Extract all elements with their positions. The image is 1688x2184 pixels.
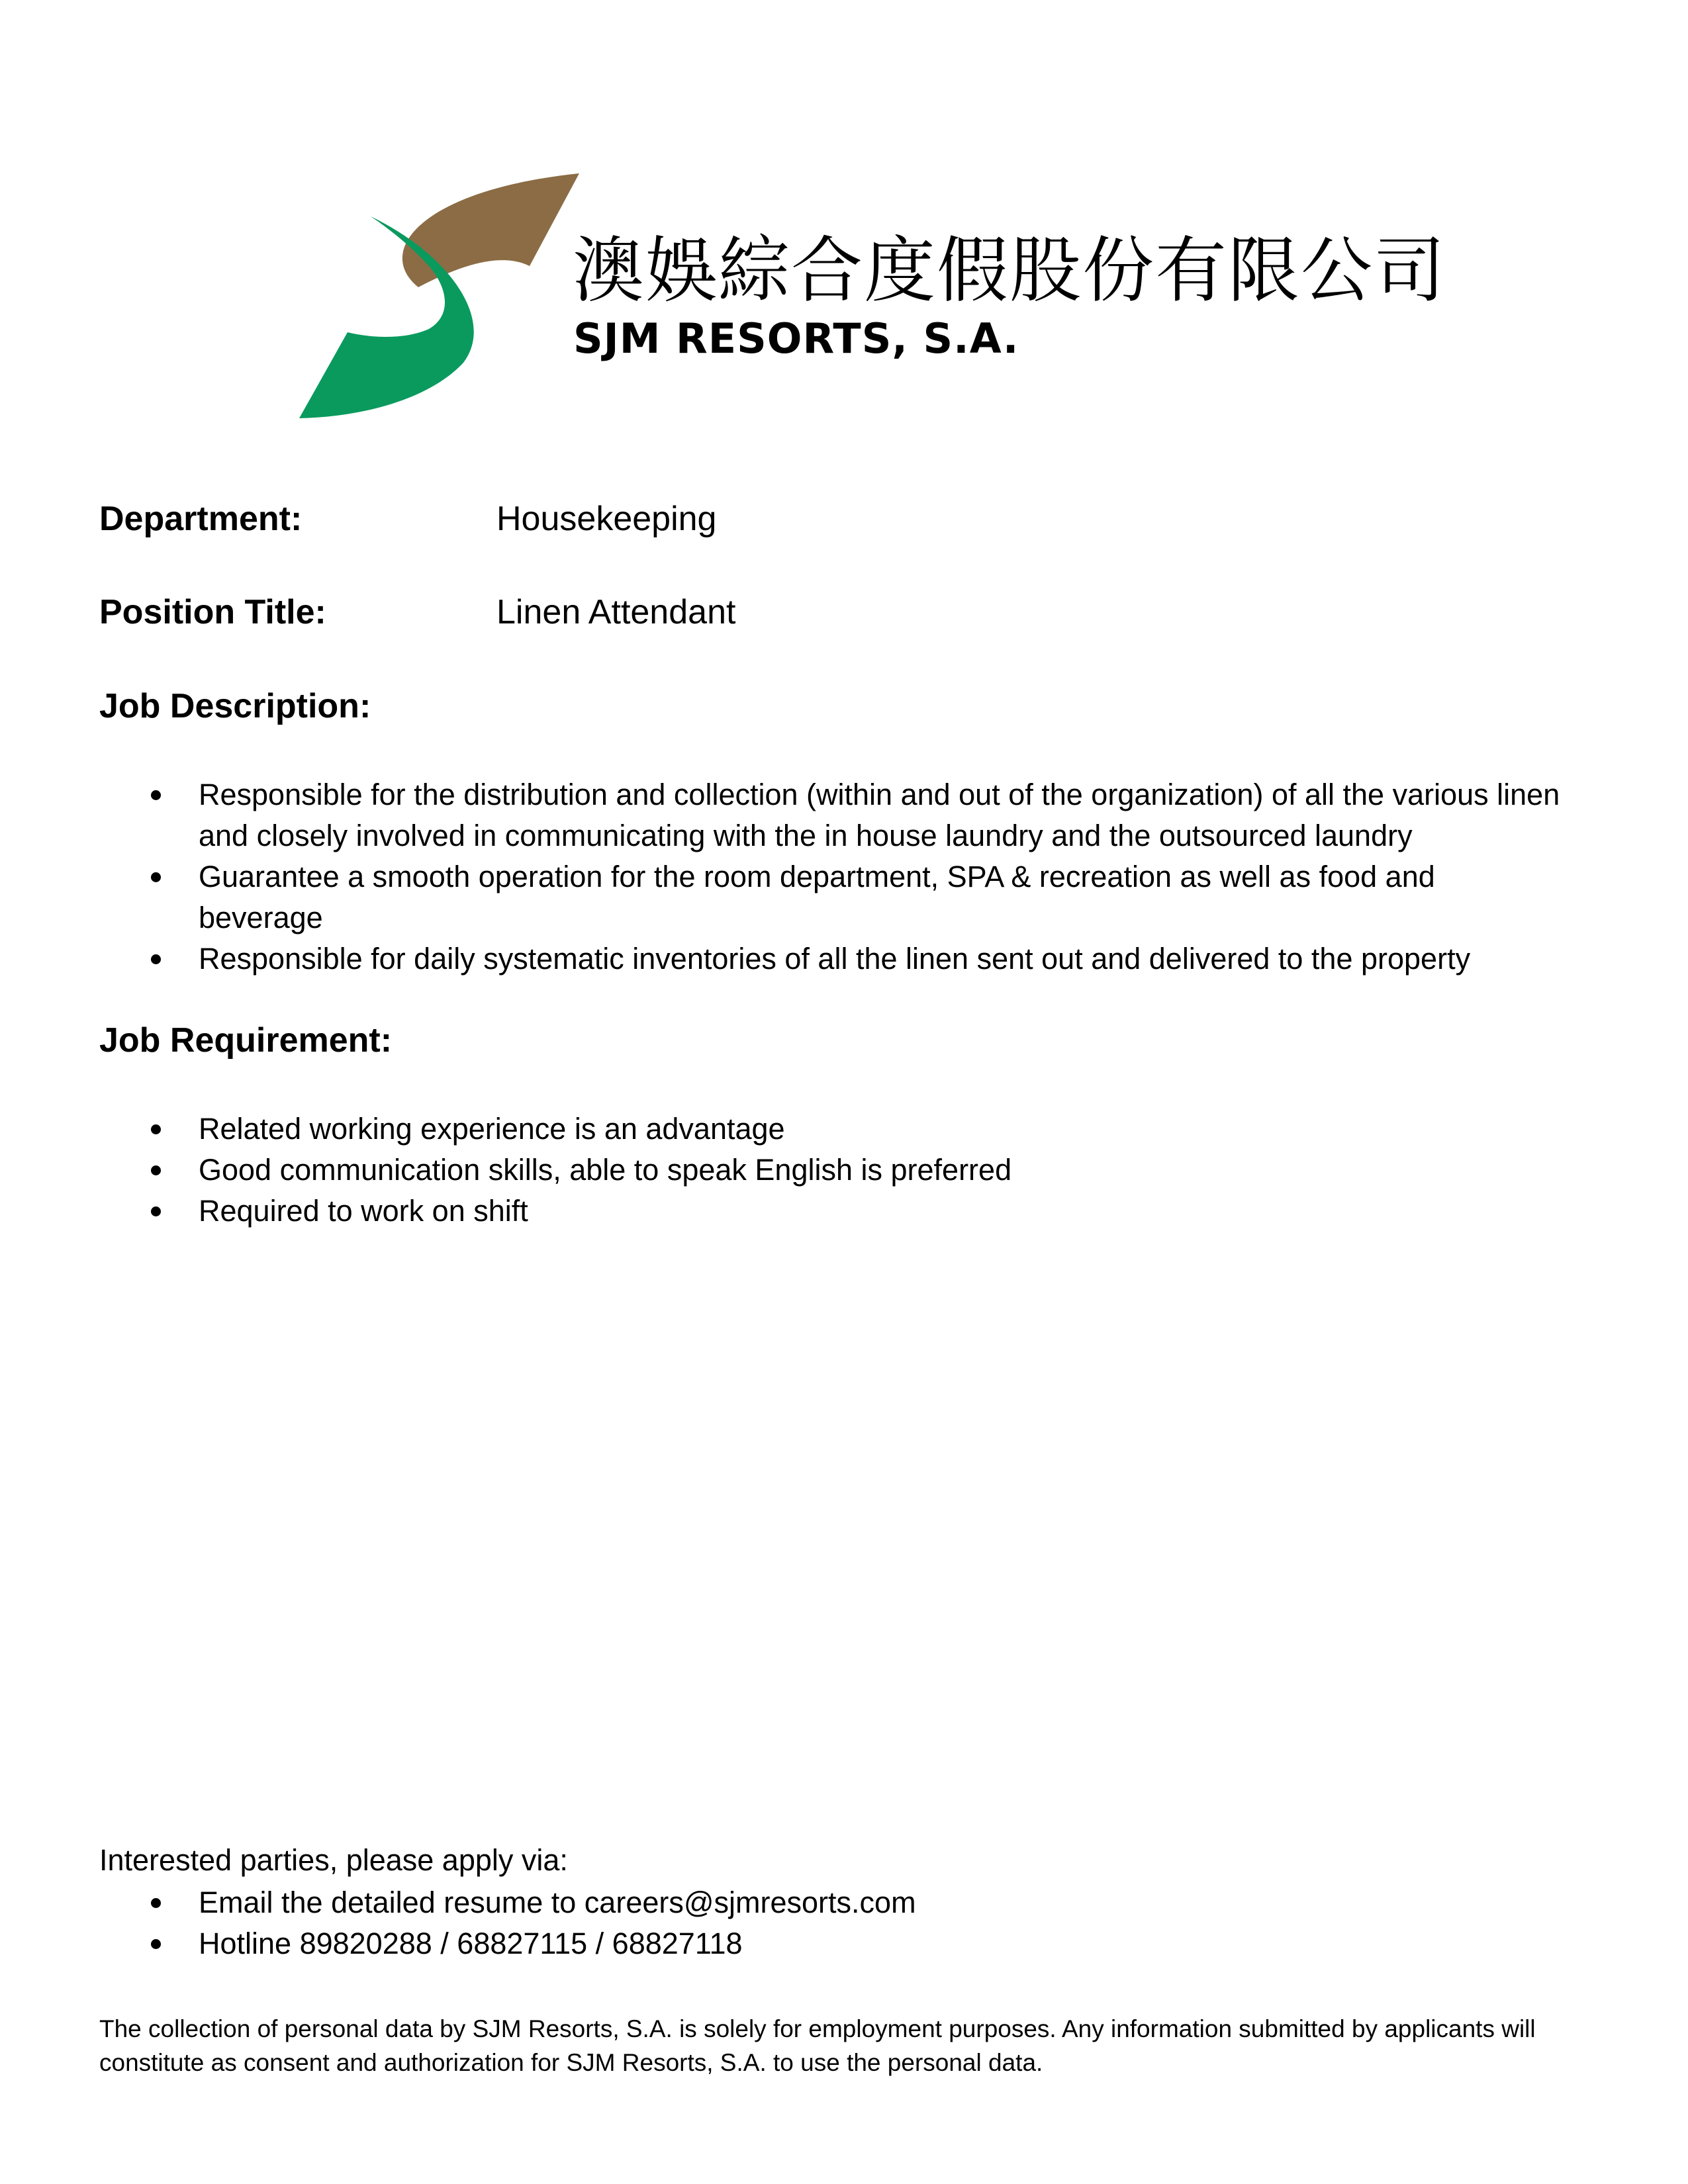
job-description-heading: Job Description:: [99, 687, 371, 725]
list-item: [99, 856, 1562, 938]
list-item: [99, 1882, 1562, 1923]
privacy-disclaimer: The collection of personal data by SJM Resorts, S.A. is solely for employment purposes. Any information submitted by applicants will constitute as consent and authorization for SJM Resorts, S.A. to use the personal data.: [99, 2015, 1536, 2076]
job-description-list: [99, 774, 1562, 979]
list-item-text: Required to work on shift: [199, 1194, 528, 1228]
apply-hotline-text: Hotline 89820288 / 68827115 / 68827118: [199, 1927, 743, 1960]
list-item-text: Good communication skills, able to speak English is preferred: [199, 1153, 1012, 1187]
position-title-value: Linen Attendant: [496, 593, 736, 631]
company-name-english: SJM RESORTS, S.A.: [573, 314, 1019, 363]
bullet-icon: [151, 1898, 161, 1908]
bullet-icon: [151, 1165, 161, 1175]
bullet-icon: [151, 1939, 161, 1949]
list-item-text: Responsible for the distribution and collection (within and out of the organization) of all the various linen and closely involved in communicating with the in house laundry and the outsourced laundry: [199, 778, 1560, 852]
bullet-icon: [151, 872, 161, 882]
apply-email-text: Email the detailed resume to careers@sjmresorts.com: [199, 1886, 916, 1919]
position-title-label: Position Title:: [99, 593, 326, 631]
list-item-text: Guarantee a smooth operation for the room department, SPA & recreation as well as food and beverage: [199, 860, 1435, 934]
bullet-icon: [151, 790, 161, 800]
list-item: [99, 1150, 1562, 1191]
list-item: [99, 1109, 1562, 1150]
list-item-text: Related working experience is an advantage: [199, 1112, 785, 1146]
apply-list: [99, 1882, 1562, 1964]
logo-brown-swoosh: [402, 173, 579, 287]
bullet-icon: [151, 1206, 161, 1216]
list-item: [99, 1923, 1562, 1964]
list-item-text: Responsible for daily systematic inventories of all the linen sent out and delivered to the property: [199, 942, 1471, 976]
bullet-icon: [151, 1124, 161, 1134]
job-requirement-heading: Job Requirement:: [99, 1021, 393, 1060]
sjm-logo-icon: [298, 173, 583, 425]
apply-intro: Interested parties, please apply via:: [99, 1843, 568, 1877]
department-value: Housekeeping: [496, 500, 717, 538]
list-item: [99, 1191, 1562, 1232]
list-item: [99, 774, 1562, 856]
bullet-icon: [151, 954, 161, 964]
department-label: Department:: [99, 500, 303, 538]
job-requirement-list: [99, 1109, 1562, 1232]
company-logo: [298, 173, 1447, 425]
company-name-chinese: 澳娛綜合度假股份有限公司: [573, 230, 1447, 312]
list-item: [99, 938, 1562, 979]
